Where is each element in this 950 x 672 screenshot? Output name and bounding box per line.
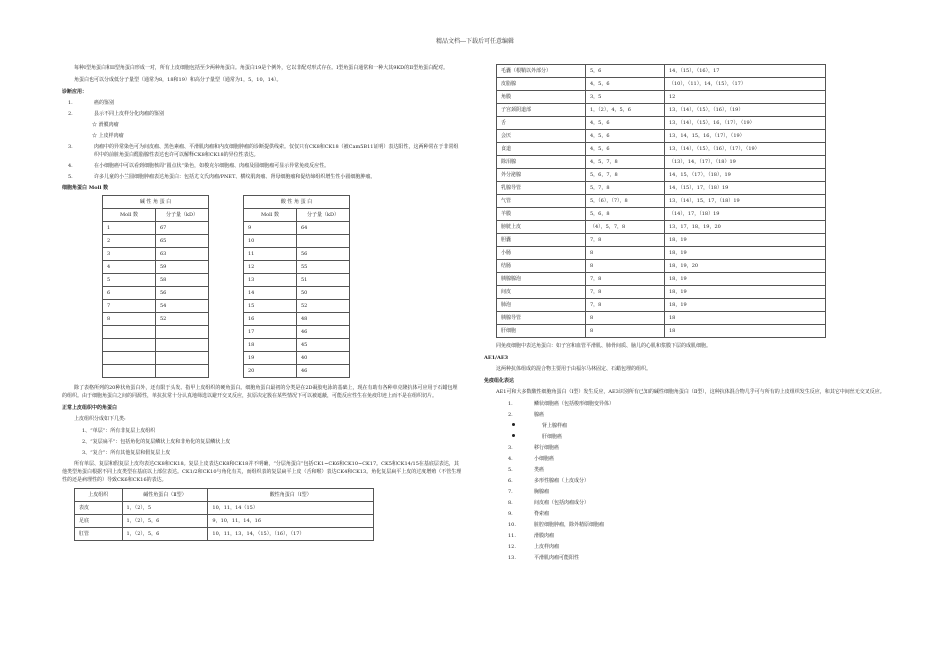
list-item	[484, 521, 886, 529]
table-cell: 19	[244, 352, 297, 365]
list-number: 2.	[508, 412, 513, 418]
table-cell: 13，17，18，19，20	[665, 221, 826, 234]
list-number: 1.	[508, 401, 513, 407]
table-cell: 54	[156, 300, 209, 313]
table-cell	[103, 352, 156, 365]
table-gap	[209, 196, 244, 378]
sublist-item: ☆ 上皮样肉瘤	[92, 133, 124, 139]
table-cell: 50	[297, 287, 350, 300]
table-cell: 64	[297, 222, 350, 235]
table-cell	[156, 352, 209, 365]
list-item	[484, 411, 886, 419]
epithelium-list	[62, 427, 462, 457]
table-cell: 3	[103, 248, 156, 261]
table-cell: （14），17，（18）19	[665, 208, 826, 221]
table-cell: 5，6，7，8	[586, 169, 665, 182]
list-text: 类癌	[534, 467, 545, 473]
table-cell: 1，（2），5，6	[122, 528, 208, 541]
moll-heading: 细胞角蛋白 Moll 数	[62, 185, 109, 191]
list-text: 肝细胞癌	[542, 434, 563, 440]
list-item	[484, 433, 886, 441]
hard-keratin-paragraph: 除了表格所列的20种状角蛋白外，还有限于头发、指甲上皮组织的硬角蛋白。细胞角蛋白最初的分类是在2D凝胶电泳的基础上，现在有助有各种单克隆抗体可应用于石蜡包埋的组织。由于细胞角蛋白之间的同源性，单抗抗常十分认真地筛选以避开交叉反应，抗原决定簇在某些情况下可以被遮蔽，可能反应性生在免疫印迹上而不是在组织切片。	[62, 385, 458, 399]
col-mw-acid: 分子量（kD）	[297, 209, 350, 222]
col-moll-acid: Moll 数	[244, 209, 297, 222]
table-cell: 4	[103, 261, 156, 274]
table-cell: 2	[103, 235, 156, 248]
table-cell: 气管	[497, 195, 586, 208]
list-item	[484, 455, 886, 463]
list-number	[502, 422, 534, 430]
table-cell: 67	[156, 222, 209, 235]
table-cell: 1，（2），5	[122, 502, 208, 515]
table-cell: 18，19	[665, 299, 826, 312]
list-text: 移行细胞癌	[534, 445, 560, 451]
table-cell: （13），14，（17），（18）19	[665, 156, 826, 169]
list-text: 小细胞癌	[534, 456, 555, 462]
table-row	[497, 286, 826, 299]
table-cell: 18，19	[665, 247, 826, 260]
list-number	[502, 433, 534, 441]
table-cell: 65	[156, 235, 209, 248]
table-cell: 5，7，8	[586, 182, 665, 195]
table-cell: 13	[244, 274, 297, 287]
table-cell: 足底	[75, 515, 123, 528]
table-cell: 15	[244, 300, 297, 313]
table-cell: 表皮	[75, 502, 123, 515]
table-cell: 46	[297, 326, 350, 339]
table-cell: 8	[586, 325, 665, 338]
table-cell: 13，（14），（15），（16），（19）	[665, 104, 826, 117]
table-cell: 18，19	[665, 234, 826, 247]
list-item	[484, 444, 886, 452]
table-row	[497, 312, 826, 325]
table-cell	[156, 365, 209, 378]
table-cell: 会厌	[497, 130, 586, 143]
list-number: 10.	[508, 522, 516, 528]
table-cell: 8	[586, 260, 665, 273]
table-cell: 13，（14），（15），16，（17），（19）	[665, 117, 826, 130]
table-cell: 4，5，6	[586, 78, 665, 91]
bullet-icon	[512, 434, 515, 437]
basic-keratin-header: 碱 性 角 蛋 白	[103, 196, 209, 209]
list-text: 胸腺瘤	[534, 489, 550, 495]
table-cell: 18	[665, 325, 826, 338]
table-row	[497, 273, 826, 286]
table-cell: 10，11，14（15）	[208, 502, 374, 515]
table-cell: 56	[297, 248, 350, 261]
table-cell: 12	[244, 261, 297, 274]
table-cell	[156, 339, 209, 352]
table-cell: 毛囊（根鞘以外部分）	[497, 65, 586, 78]
keratin-class-paragraph: 角蛋白也可以分成低分子量型（通常为8，18和19）和高分子量型（通常为1，5，10，14）。	[74, 77, 282, 83]
table-cell: 间皮	[497, 286, 586, 299]
table-cell: 17	[244, 326, 297, 339]
table-cell: 8	[103, 313, 156, 326]
list-text: 鳞状细胞癌（包括梭形细胞变异体）	[534, 401, 615, 407]
table-row	[497, 299, 826, 312]
list-number: 9.	[508, 511, 513, 517]
list-item	[484, 400, 886, 408]
ihc-heading: 免疫组化表达	[484, 378, 515, 384]
table-cell: 45	[297, 339, 350, 352]
table-cell: 3，5	[586, 91, 665, 104]
table-cell: 7	[103, 300, 156, 313]
diagnosis-heading: 诊断应用：	[62, 89, 88, 95]
table-cell: 舌	[497, 117, 586, 130]
diagnosis-sublist	[62, 121, 462, 140]
table-cell: 7，8	[586, 286, 665, 299]
list-text: 间皮瘤（包括肉瘤成分）	[534, 500, 590, 506]
list-item	[484, 488, 886, 496]
table-row	[497, 104, 826, 117]
table-cell: 肛管	[75, 528, 123, 541]
list-item	[62, 143, 462, 159]
table-cell: 5，（6），（7），8	[586, 195, 665, 208]
list-item	[484, 499, 886, 507]
list-item	[62, 99, 462, 107]
table-cell: 13，（14），15，17，（18）19	[665, 195, 826, 208]
list-number: 12.	[508, 544, 516, 550]
table-row	[497, 117, 826, 130]
list-text: 多形性腺瘤（上皮成分）	[534, 478, 590, 484]
table-cell	[297, 235, 350, 248]
table-cell: 52	[156, 313, 209, 326]
table-cell: 18，19	[665, 273, 826, 286]
table-cell: 14	[244, 287, 297, 300]
ihc-paragraph: AE1可和大多数酸性细胞角蛋白（Ⅰ型）发生反应，AE3识别所有已知的碱性细胞角蛋白（Ⅱ型），这种抗体混合物几乎可与所有的上皮组织发生反应，和其它中间丝无交叉反应。	[496, 389, 885, 395]
list-item: 3、“复合”：所有其他复层和假复层上皮	[82, 450, 171, 456]
table-header-cell: 上皮组织	[75, 489, 123, 502]
table-cell: 56	[156, 287, 209, 300]
table-row	[497, 247, 826, 260]
table-header-cell: 酸性角蛋白（Ⅰ型）	[208, 489, 374, 502]
table-row	[75, 528, 374, 541]
list-number: 8.	[508, 500, 513, 506]
epithelium-heading: 正常上皮组织中的角蛋白	[62, 405, 118, 411]
table-cell: 58	[156, 274, 209, 287]
table-cell: 肝细胞	[497, 325, 586, 338]
table-cell	[103, 365, 156, 378]
table-cell: 膀胱上皮	[497, 221, 586, 234]
table-row	[497, 221, 826, 234]
moll-table	[102, 195, 350, 378]
nonepithelial-paragraph: 同免疫细胞中表达角蛋白：如子宫和血管平滑肌、肺骨间质、脑儿的心肌和浆膜下层的成肌细胞。	[496, 343, 712, 349]
table-cell: 6	[103, 287, 156, 300]
acidic-keratin-header: 酸 性 角 蛋 白	[244, 196, 350, 209]
table-row	[75, 489, 374, 502]
list-item	[484, 477, 886, 485]
epithelium-table-continued	[496, 64, 826, 338]
list-text: 腺癌	[534, 412, 545, 418]
list-text: 滑膜肉瘤	[534, 533, 555, 539]
table-cell: 8	[586, 312, 665, 325]
table-cell: 55	[297, 261, 350, 274]
list-text: 上皮样肉瘤	[534, 544, 560, 550]
table-cell: 1	[103, 222, 156, 235]
table-cell: 11	[244, 248, 297, 261]
list-item	[62, 173, 462, 181]
table-row	[497, 156, 826, 169]
table-row	[497, 143, 826, 156]
list-item	[484, 510, 886, 518]
table-cell: 子宫颈阴道部	[497, 104, 586, 117]
table-cell: 5	[103, 274, 156, 287]
list-item	[484, 466, 886, 474]
bullet-icon	[512, 423, 515, 426]
table-cell: 7，8	[586, 234, 665, 247]
epithelium-table	[74, 488, 374, 541]
col-moll-basic: Moll 数	[103, 209, 156, 222]
table-cell: 59	[156, 261, 209, 274]
list-text: 平滑肌肉瘤可能阳性	[534, 555, 580, 561]
table-cell: 13，14，15，16，（17），（19）	[665, 130, 826, 143]
list-text: 脊索瘤	[534, 511, 550, 517]
list-number: 1.	[68, 100, 73, 106]
table-row	[497, 260, 826, 273]
table-cell: 16	[244, 313, 297, 326]
ae-heading: AE1/AE3	[484, 355, 509, 361]
table-cell: 14，（15），17，（18）19	[665, 182, 826, 195]
table-cell: 7，8	[586, 273, 665, 286]
table-cell: 63	[156, 248, 209, 261]
list-number: 13.	[508, 555, 516, 561]
table-cell: 1，（2），5，6	[122, 515, 208, 528]
table-cell: 羊膜	[497, 208, 586, 221]
table-cell	[103, 339, 156, 352]
table-row	[497, 234, 826, 247]
table-cell: 51	[297, 274, 350, 287]
page-header: 精品文档---下载后可任意编辑	[435, 38, 515, 45]
table-cell: 12	[665, 91, 826, 104]
table-cell: （10），（11），14，（15），（17）	[665, 78, 826, 91]
table-cell: 1，（2），4，5，6	[586, 104, 665, 117]
table-row	[497, 91, 826, 104]
table-cell: 除泪腺	[497, 156, 586, 169]
table-cell: 皮脂腺	[497, 78, 586, 91]
table-cell: 4，5，7，8	[586, 156, 665, 169]
table-cell: 18，19，20	[665, 260, 826, 273]
list-number: 5.	[508, 467, 513, 473]
list-number: 4.	[68, 163, 73, 169]
diagnosis-list	[62, 99, 462, 118]
list-number: 3.	[68, 144, 73, 150]
list-number: 6.	[508, 478, 513, 484]
list-number: 7.	[508, 489, 513, 495]
table-row	[497, 195, 826, 208]
list-item	[484, 543, 886, 551]
table-cell: 20	[244, 365, 297, 378]
left-column	[62, 64, 462, 541]
table-cell: 胆囊	[497, 234, 586, 247]
list-text: 脏腔细胞肿瘤，除外精原细胞瘤	[534, 522, 605, 528]
table-cell: 14，（15），（16），17	[665, 65, 826, 78]
list-text: 县示不同上皮样分化肉瘤的鉴别	[94, 111, 165, 117]
table-header-cell: 碱性角蛋白（Ⅱ型）	[122, 489, 208, 502]
list-text: 许多儿童的小兰圆细胞肿瘤表达角蛋白：包括尤文氏肉瘤/PNET、横纹肌肉瘤、肾母细胞瘤和促结缔组织增生性小圆细胞肿瘤。	[94, 174, 376, 180]
table-cell: 4，5，6	[586, 143, 665, 156]
table-cell: 13，（14），（15），（16），（17），（19）	[665, 143, 826, 156]
table-row	[497, 169, 826, 182]
list-item	[62, 110, 462, 118]
ihc-list	[484, 400, 886, 562]
table-cell: 4，5，6	[586, 130, 665, 143]
table-cell: 9，10，11，14，16	[208, 515, 374, 528]
table-cell: 18	[244, 339, 297, 352]
table-row	[497, 182, 826, 195]
list-text: 癌的鉴别	[94, 100, 115, 106]
list-number: 3.	[508, 445, 513, 451]
table-cell: 9	[244, 222, 297, 235]
table-cell: 7，8	[586, 299, 665, 312]
epithelium-intro: 上皮组织分成如下几类:	[74, 416, 126, 422]
table-cell: 肺泡	[497, 299, 586, 312]
table-row	[497, 78, 826, 91]
table-row	[75, 502, 374, 515]
table-cell	[103, 326, 156, 339]
table-cell: 小肠	[497, 247, 586, 260]
col-mw-basic: 分子量（kD）	[156, 209, 209, 222]
table-cell: 48	[297, 313, 350, 326]
right-column	[484, 64, 886, 565]
list-text: 肉瘤中的异常染色可为间皮瘤、黑色素瘤、平滑肌肉瘤和内皮细胞肿瘤的诊断提供线索。仅仅只有CK8和CK18（被Cam5B11证明）表达阳性，这两种常在于非常组织中的前脏角蛋白醛脂腺性表达也许可以解释CK8和CK18的异位性表达。	[94, 144, 459, 158]
list-number: 4.	[508, 456, 513, 462]
sublist-item: ☆ 滑膜肉瘤	[92, 122, 119, 128]
table-cell: （4），5，7，8	[586, 221, 665, 234]
table-cell: 5，6	[586, 65, 665, 78]
diagnosis-list-continued	[62, 143, 462, 181]
table-row	[497, 65, 826, 78]
table-cell: 角膜	[497, 91, 586, 104]
table-cell: 8	[586, 247, 665, 260]
table-row	[75, 515, 374, 528]
table-cell: 18，19	[665, 286, 826, 299]
list-item	[484, 554, 886, 562]
table-cell: 10，11，13，14，（15），（16），（17）	[208, 528, 374, 541]
table-cell: 18	[665, 312, 826, 325]
table-cell: 4，5，6	[586, 117, 665, 130]
list-item: 2、“复层扁平”：包括角化的复层鳞状上皮和非角化的复层鳞状上皮	[82, 439, 231, 445]
list-number: 11.	[508, 533, 516, 539]
table-row	[497, 325, 826, 338]
list-text: 在小细胞癌中可以看到细胞核周“圆点状”染色，如梭克尔细胞瘤、肉瘤及圆细胞瘤可显示异常免疫反应性。	[94, 163, 330, 169]
list-item	[484, 532, 886, 540]
list-text: 肾上腺样瘤	[542, 423, 568, 429]
table-cell: 40	[297, 352, 350, 365]
list-item: 1、“单层”：所有非复层上皮组织	[82, 428, 156, 434]
expression-paragraph: 所有单层、复层和假复层上皮均表达CK8和CK18。复层上皮表达CK8和CK18并不明确，“分层角蛋白”包括CK1~CK6和CK10~CK17。CK5和CK14/15在基底层表达，其他类型角蛋白根据不同上皮类型在基底以上部位表达。CK1/2和CK10与角化有关，而组织表的复层扁平上皮（舌和喉）表达CK4和CK13。角化复层扁平上皮的过度增殖（不管生理性的还是病理性的）导致CK6和CK16的表达。	[62, 461, 462, 483]
table-cell: 10	[244, 235, 297, 248]
table-cell: 52	[297, 300, 350, 313]
table-cell: 胰腺腺泡	[497, 273, 586, 286]
table-cell: 食道	[497, 143, 586, 156]
table-cell: 外分泌腺	[497, 169, 586, 182]
table-cell: 46	[297, 365, 350, 378]
list-number: 5.	[68, 174, 73, 180]
table-cell: 乳腺导管	[497, 182, 586, 195]
list-number: 2.	[68, 111, 73, 117]
table-cell	[156, 326, 209, 339]
table-row	[497, 208, 826, 221]
table-row	[497, 130, 826, 143]
list-item	[484, 422, 886, 430]
intro-paragraph: 每种I型角蛋白和II型角蛋白形成一对，所有上皮细胞包括至少两种角蛋白。角蛋白19是个例外，它以非配对形式存在。I型角蛋白通常和一种大其9KD的II型角蛋白配对。	[74, 65, 449, 71]
table-cell: 14，15，（17），（18），19	[665, 169, 826, 182]
table-cell: 结肠	[497, 260, 586, 273]
ae-paragraph: 这两种抗体组成的混合物主要用于由福尔马林固定、石蜡包埋的组织。	[496, 366, 652, 372]
table-cell: 5，6，8	[586, 208, 665, 221]
list-item	[62, 162, 462, 170]
table-cell: 胰腺导管	[497, 312, 586, 325]
